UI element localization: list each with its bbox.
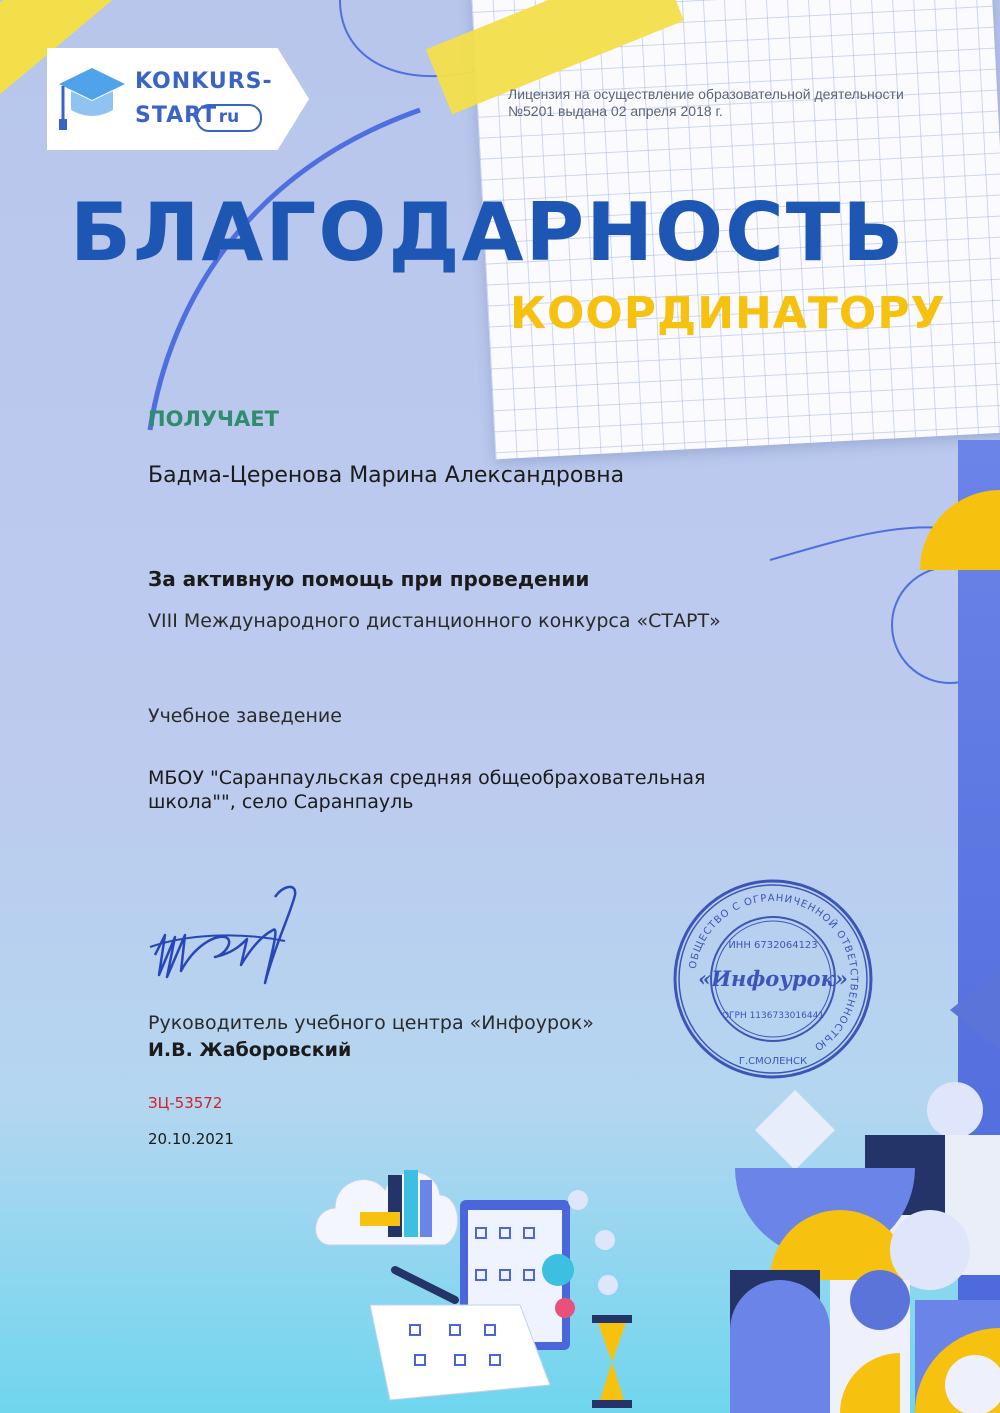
- certificate-subtitle: КООРДИНАТОРУ: [510, 288, 946, 339]
- logo-text-line1: KONKURS-: [135, 69, 273, 94]
- stamp-inn: ИНН 6732064123: [728, 940, 818, 951]
- stamp-ring-top: ОБЩЕСТВО С ОГРАНИЧЕННОЙ ОТВЕТСТВЕННОСТЬЮ: [687, 892, 860, 1053]
- cloud-books-illustration: [388, 1175, 402, 1237]
- stamp-center: «Инфоурок»: [698, 966, 848, 991]
- certificate-title: БЛАГОДАРНОСТЬ: [70, 186, 906, 279]
- institution-name: МБОУ "Саранпаульская средняя общеобраховательная школа"", село Саранпауль: [148, 767, 706, 813]
- receives-label: ПОЛУЧАЕТ: [148, 407, 279, 431]
- document-date: 20.10.2021: [148, 1130, 234, 1148]
- document-code: ЗЦ-53572: [148, 1094, 223, 1112]
- stamp-ogrn: ОГРН 1136733016441: [721, 1011, 825, 1021]
- company-stamp: [672, 878, 874, 1080]
- signature: [145, 875, 325, 1010]
- signer-name: И.В. Жаборовский: [148, 1039, 352, 1061]
- logo-suffix: ru: [196, 104, 262, 132]
- test-laptop-illustration: [310, 1140, 650, 1410]
- stamp-city: Г.СМОЛЕНСК: [738, 1056, 808, 1067]
- reason-detail: VIII Международного дистанционного конкурса «СТАРТ»: [148, 610, 721, 632]
- graduation-cap-icon: [57, 64, 127, 136]
- logo-text-line2: START: [135, 103, 218, 128]
- signer-role: Руководитель учебного центра «Инфоурок»: [148, 1012, 594, 1034]
- recipient-name: Бадма-Церенова Марина Александровна: [148, 463, 625, 488]
- institution-label: Учебное заведение: [148, 705, 342, 727]
- reason-title: За активную помощь при проведении: [148, 567, 590, 591]
- license-text: Лицензия на осуществление образовательной деятельности №5201 выдана 02 апреля 2018 г.: [508, 86, 904, 119]
- hourglass-icon: [592, 1315, 632, 1408]
